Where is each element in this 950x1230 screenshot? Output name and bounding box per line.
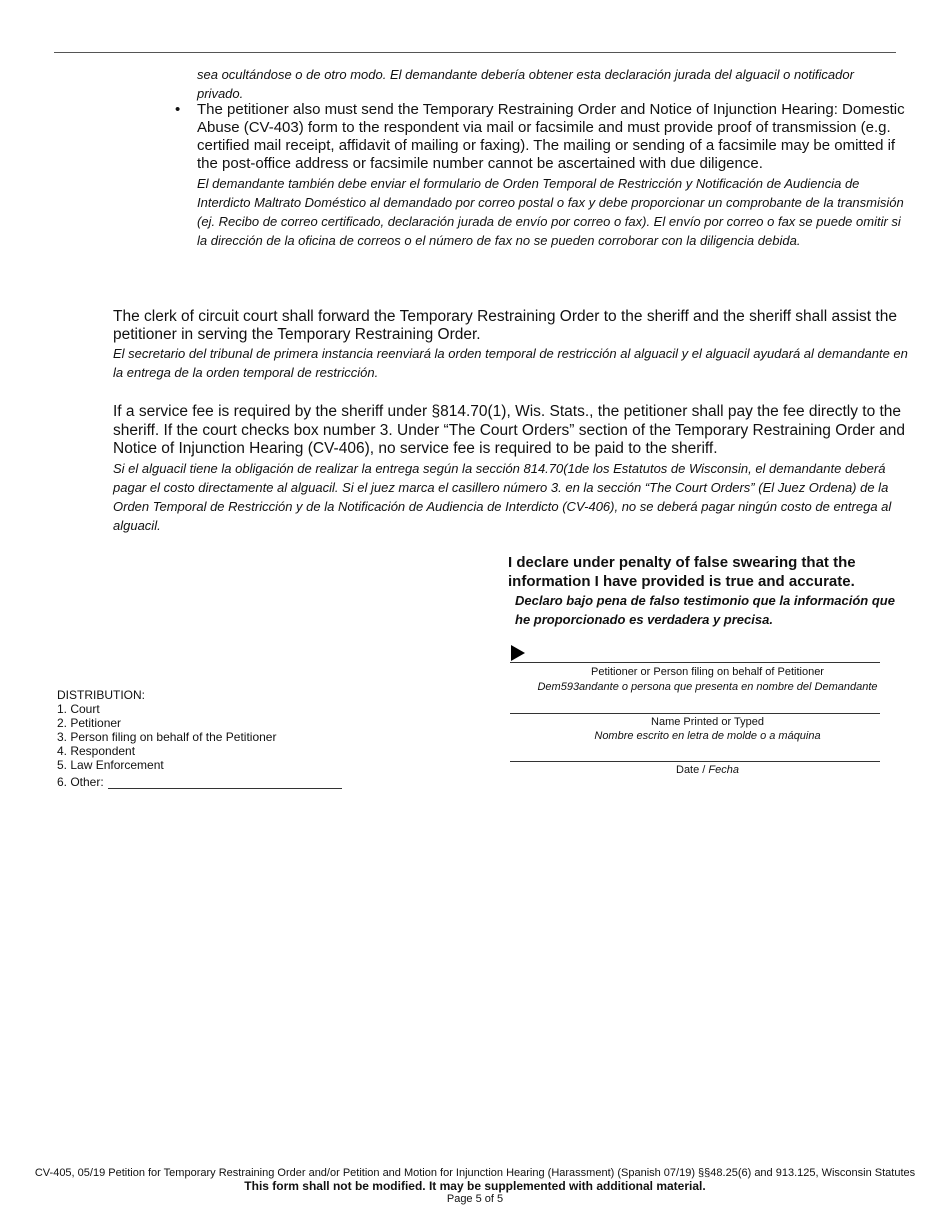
petitioner-signature-caption: [510, 665, 905, 694]
name-printed-label-es: Nombre escrito en letra de molde o a máquina: [594, 730, 821, 742]
distribution-item: 2. Petitioner: [57, 716, 122, 730]
footer-form-info: CV-405, 05/19 Petition for Temporary Restraining Order and/or Petition and Motion for Injunction Hearing (Harassment) (Spanish 07/19) §§48.25(6) and 913.125, Wisconsin Statutes: [34, 1167, 916, 1179]
petitioner-signature-label: Petitioner or Person filing on behalf of Petitioner: [591, 666, 824, 678]
page-footer: [20, 1167, 930, 1206]
declaration-statement: [508, 553, 908, 629]
footer-modification-notice: This form shall not be modified. It may be supplemented with additional material.: [244, 1179, 706, 1193]
date-caption: [510, 763, 905, 777]
name-printed-label: Name Printed or Typed: [651, 716, 764, 728]
clerk-paragraph: [113, 308, 913, 382]
petitioner-signature-label-es: Dem593andante o persona que presenta en nombre del Demandante: [537, 681, 878, 693]
declaration-text-es: Declaro bajo pena de falso testimonio que la información que he proporcionado es verdadera y precisa.: [515, 593, 895, 627]
service-fee-paragraph: [113, 403, 908, 535]
petitioner-signature-line[interactable]: [510, 662, 880, 663]
distribution-item: 1. Court: [57, 702, 100, 716]
date-label-es: Fecha: [708, 764, 739, 776]
date-line[interactable]: [510, 761, 880, 762]
bullet-text-es: El demandante también debe enviar el formulario de Orden Temporal de Restricción y Notificación de Audiencia de Interdicto Maltrato Doméstico al demandado por correo postal o fax y debe proporcionar un comprobante de la transmisión (ej. Recibo de correo certificado, declaración jurada de envío por correo o fax). El envío por correo o fax se puede omitir si la dirección de la oficina de correos o el número de fax no se pueden corroborar con la diligencia debida.: [197, 176, 904, 248]
service-fee-text-es: Si el alguacil tiene la obligación de realizar la entrega según la sección 814.70(1de los Estatutos de Wisconsin, el demandante deberá pagar el costo directamente al alguacil. Si el juez marca el casillero número 3. en la sección “The Court Orders” (El Juez Ordena) de la Orden Temporal de Restricción y de la Notificación de Audiencia de Interdicto (CV-406), no se deberá pagar ningún costo de entrega al alguacil.: [113, 460, 892, 533]
distribution-item: 4. Respondent: [57, 744, 136, 758]
name-printed-line[interactable]: [510, 713, 880, 714]
distribution-other-label: 6. Other:: [57, 775, 104, 789]
continuation-paragraph: [197, 65, 897, 103]
bullet-marker: •: [175, 101, 181, 118]
distribution-item: 5. Law Enforcement: [57, 758, 164, 772]
clerk-text-es: El secretario del tribunal de primera instancia reenviará la orden temporal de restricción al alguacil y el alguacil ayudará al demandante en la entrega de la orden temporal de restricción.: [113, 346, 908, 380]
distribution-other-row: [57, 775, 377, 789]
service-fee-text-en: If a service fee is required by the sheriff under §814.70(1), Wis. Stats., the petitioner shall pay the fee directly to the sheriff. If the court checks box number 3. Under “The Court Orders” section of the Temporary Restraining Order and Notice of Injunction Hearing (CV-406), no service fee is required to be paid to the sheriff.: [113, 403, 906, 457]
clerk-text-en: The clerk of circuit court shall forward the Temporary Restraining Order to the sheriff and the sheriff shall assist the petitioner in serving the Temporary Restraining Order.: [113, 308, 897, 343]
distribution-list: [57, 688, 377, 789]
header-divider: [54, 52, 896, 53]
bullet-text-en: The petitioner also must send the Temporary Restraining Order and Notice of Injunction Hearing: Domestic Abuse (CV-403) form to the respondent via mail or facsimile and must provide proof of transmission (e.g. certified mail receipt, affidavit of mailing or faxing). The mailing or sending of a facsimile may be omitted if the post-office address or facsimile number cannot be ascertained with due diligence.: [197, 101, 905, 172]
bullet-item-mail-notice: [175, 101, 907, 250]
sign-here-arrow-icon: [511, 645, 525, 661]
distribution-other-field[interactable]: [108, 775, 342, 789]
footer-page-number: Page 5 of 5: [446, 1193, 504, 1205]
declaration-text-en: I declare under penalty of false swearing that the information I have provided is true and accurate.: [508, 554, 856, 590]
distribution-heading: DISTRIBUTION:: [57, 688, 146, 702]
distribution-item: 3. Person filing on behalf of the Petitioner: [57, 730, 277, 744]
continuation-text-es: sea ocultándose o de otro modo. El demandante debería obtener esta declaración jurada del alguacil o notificador privado.: [197, 67, 854, 101]
date-label: Date /: [676, 764, 709, 776]
name-printed-caption: [510, 715, 905, 743]
